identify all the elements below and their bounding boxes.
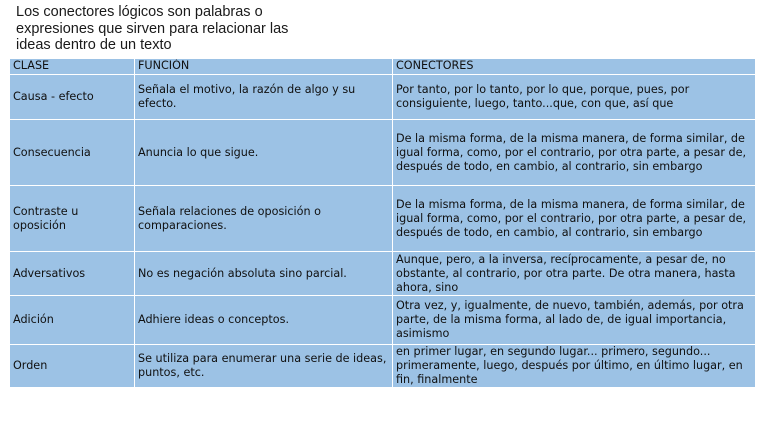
cell-clase: Causa - efecto (10, 75, 135, 120)
table-header-row (10, 59, 756, 75)
table-row (10, 186, 756, 252)
table-row (10, 345, 756, 388)
cell-funcion: Se utiliza para enumerar una serie de ideas, puntos, etc. (135, 345, 393, 388)
cell-conectores: en primer lugar, en segundo lugar... primero, segundo... primeramente, luego, después por último, en último lugar, en fin, finalmente (393, 345, 756, 388)
table-row (10, 296, 756, 345)
cell-conectores: Otra vez, y, igualmente, de nuevo, también, además, por otra parte, de la misma forma, al lado de, de igual importancia, asimismo (393, 296, 756, 345)
connectors-table (9, 58, 756, 388)
cell-clase: Adición (10, 296, 135, 345)
table-row (10, 75, 756, 120)
header-funcion: FUNCIÓN (135, 59, 393, 75)
cell-conectores: De la misma forma, de la misma manera, de forma similar, de igual forma, como, por el contrario, por otra parte, a pesar de, después de todo, en cambio, al contrario, sin embargo (393, 186, 756, 252)
cell-conectores: Aunque, pero, a la inversa, recíprocamente, a pesar de, no obstante, al contrario, por otra parte. De otra manera, hasta ahora, sino (393, 252, 756, 296)
table-row (10, 120, 756, 186)
cell-funcion: Anuncia lo que sigue. (135, 120, 393, 186)
header-conectores: CONECTORES (393, 59, 756, 75)
cell-clase: Orden (10, 345, 135, 388)
cell-conectores: De la misma forma, de la misma manera, de forma similar, de igual forma, como, por el contrario, por otra parte, a pesar de, después de todo, en cambio, al contrario, sin embargo (393, 120, 756, 186)
cell-clase: Adversativos (10, 252, 135, 296)
cell-clase: Consecuencia (10, 120, 135, 186)
cell-funcion: Señala el motivo, la razón de algo y su efecto. (135, 75, 393, 120)
intro-text: Los conectores lógicos son palabras o expresiones que sirven para relacionar las ideas dentro de un texto (16, 4, 289, 53)
header-clase: CLASE (10, 59, 135, 75)
cell-clase: Contraste u oposición (10, 186, 135, 252)
cell-conectores: Por tanto, por lo tanto, por lo que, porque, pues, por consiguiente, luego, tanto...que, con que, así que (393, 75, 756, 120)
cell-funcion: No es negación absoluta sino parcial. (135, 252, 393, 296)
cell-funcion: Señala relaciones de oposición o comparaciones. (135, 186, 393, 252)
table-row (10, 252, 756, 296)
cell-funcion: Adhiere ideas o conceptos. (135, 296, 393, 345)
